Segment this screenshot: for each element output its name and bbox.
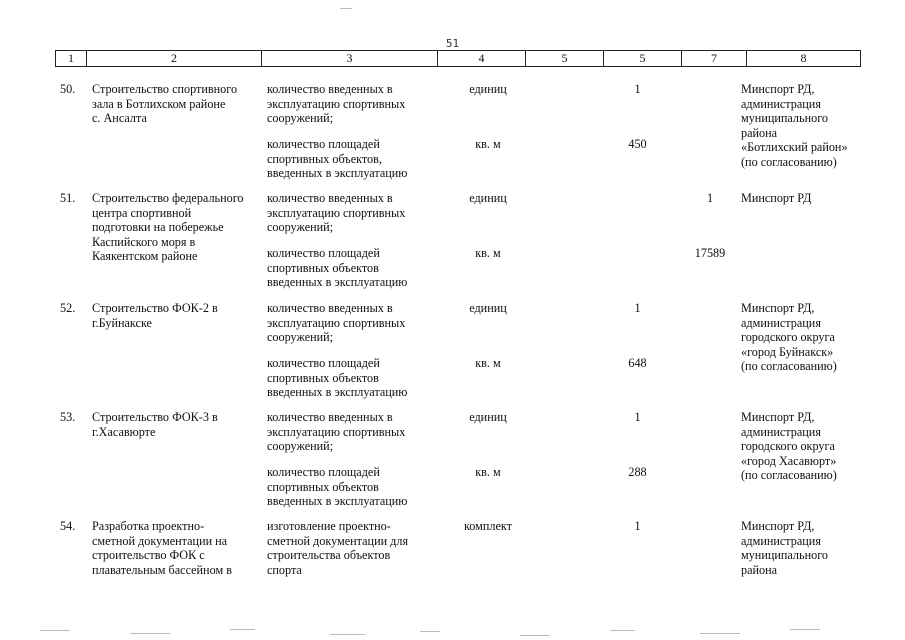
header-col-2: 2 — [87, 51, 262, 66]
event-name: Разработка проектно- сметной документации на строительство ФОК с плавательным бассейном в — [92, 519, 232, 577]
value-col5: 450 — [628, 137, 647, 151]
row-number: 53. — [60, 410, 76, 424]
responsible: Минспорт РД, администрация городского округа «город Хасавюрт» (по согласованию) — [741, 410, 837, 483]
header-col-6: 5 — [604, 51, 682, 66]
indicator: количество площадей спортивных объектов введенных в эксплуатацию — [267, 356, 408, 400]
responsible: Минспорт РД, администрация муниципального района — [741, 519, 828, 577]
page-number: 51 — [445, 37, 460, 50]
indicator: количество площадей спортивных объектов, введенных в эксплуатацию — [267, 137, 408, 181]
indicator: количество введенных в эксплуатацию спортивных сооружений; — [267, 410, 406, 454]
unit: единиц — [469, 301, 507, 315]
header-col-4: 4 — [438, 51, 526, 66]
event-name: Строительство федерального центра спортивной подготовки на побережье Каспийского моря в Каякентском районе — [92, 191, 244, 264]
value-col7: 17589 — [694, 246, 726, 260]
unit: кв. м — [475, 246, 501, 260]
event-name: Строительство ФОК-3 в г.Хасавюрте — [92, 410, 218, 439]
row-number: 54. — [60, 519, 76, 533]
unit: единиц — [469, 82, 507, 96]
unit: кв. м — [475, 356, 501, 370]
event-name: Строительство спортивного зала в Ботлихском районе с. Ансалта — [92, 82, 238, 126]
value-col7: 1 — [706, 191, 714, 205]
unit: единиц — [469, 191, 507, 205]
value-col5: 1 — [634, 519, 641, 533]
indicator: количество площадей спортивных объектов введенных в эксплуатацию — [267, 246, 408, 290]
responsible: Минспорт РД, администрация муниципального района «Ботлихский район» (по согласованию) — [741, 82, 848, 169]
value-col5: 648 — [628, 356, 647, 370]
responsible: Минспорт РД, администрация городского округа «город Буйнакск» (по согласованию) — [741, 301, 837, 374]
row-number: 50. — [60, 82, 76, 96]
indicator: количество введенных в эксплуатацию спортивных сооружений; — [267, 82, 406, 126]
value-col5: 1 — [634, 301, 641, 315]
unit: комплект — [464, 519, 512, 533]
row-number: 52. — [60, 301, 76, 315]
value-col5: 288 — [628, 465, 647, 479]
indicator: изготовление проектно- сметной документации для строительства объектов спорта — [267, 519, 409, 577]
header-col-5: 5 — [526, 51, 604, 66]
header-col-8: 8 — [747, 51, 861, 66]
header-col-3: 3 — [262, 51, 438, 66]
row-number: 51. — [60, 191, 76, 205]
responsible: Минспорт РД — [741, 191, 812, 205]
unit: кв. м — [475, 137, 501, 151]
header-col-7: 7 — [682, 51, 747, 66]
table-header — [55, 50, 861, 67]
indicator: количество площадей спортивных объектов введенных в эксплуатацию — [267, 465, 408, 509]
indicator: количество введенных в эксплуатацию спортивных сооружений; — [267, 301, 406, 345]
value-col5: 1 — [634, 410, 641, 424]
event-name: Строительство ФОК-2 в г.Буйнакске — [92, 301, 218, 330]
header-col-1: 1 — [55, 51, 87, 66]
indicator: количество введенных в эксплуатацию спортивных сооружений; — [267, 191, 406, 235]
unit: единиц — [469, 410, 507, 424]
unit: кв. м — [475, 465, 501, 479]
value-col5: 1 — [634, 82, 641, 96]
